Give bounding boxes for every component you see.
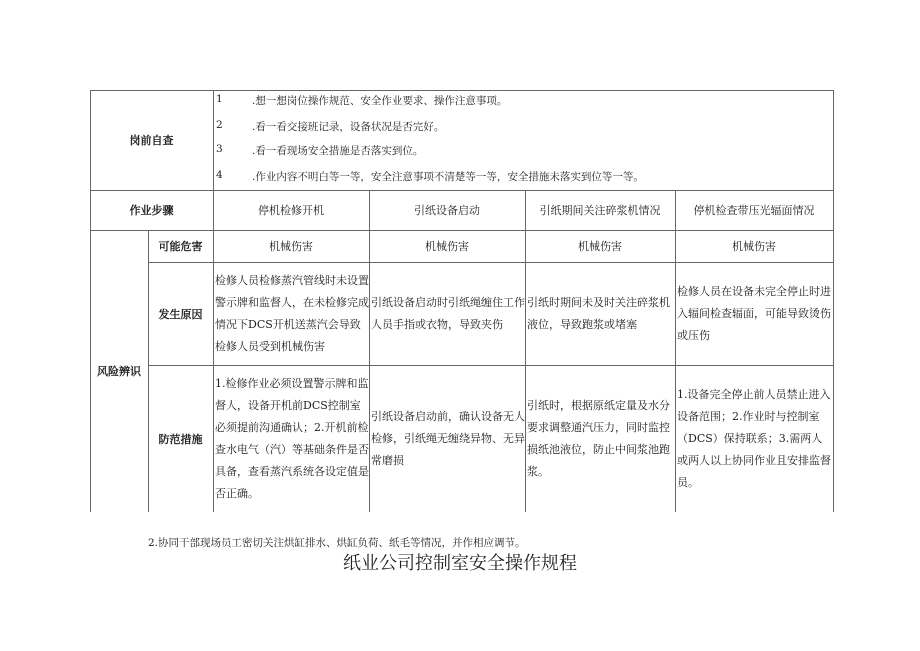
steps-label: 作业步骤 [129, 204, 174, 217]
item-number: 4 [216, 169, 223, 181]
step-cell: 停机检查带压光辐面情况 [693, 204, 815, 217]
hazard-cell: 机械伤害 [732, 240, 776, 253]
measures-cell: 1.设备完全停止前人员禁止进入设备范围；2.作业时与控制室（DCS）保持联系；3.需两人或两人以上协同作业且安排监督员。 [677, 387, 831, 489]
step-cell: 引纸设备启动 [414, 204, 480, 217]
hazard-label: 可能危害 [158, 240, 203, 253]
cause-cell: 检修人员在设备未完全停止时进入辐间检查辐面，可能导致烫伤或压伤 [677, 284, 831, 342]
cause-cell: 检修人员检修蒸汽管线时未设置警示牌和监督人，在未检修完成情况下DCS开机送蒸汽会导致检修人员受到机械伤害 [215, 273, 369, 353]
hazard-cell: 机械伤害 [425, 240, 469, 253]
measures-label: 防范措施 [158, 432, 203, 446]
footer-note: 2.协同干部现场员工密切关注烘缸排水、烘缸负荷、纸毛等情况，并作相应调节。 [148, 537, 526, 549]
item-number: 3 [216, 143, 223, 155]
cause-cell: 引纸时期间未及时关注碎浆机液位，导致跑浆或堵塞 [527, 295, 670, 331]
item-text: .看一看交接班记录，设备状况是否完好。 [252, 121, 445, 133]
cause-cell: 引纸设备启动时引纸绳缠住工作人员手指或衣物，导致夹伤 [371, 295, 525, 331]
document-title: 纸业公司控制室安全操作规程 [343, 553, 577, 574]
item-text: .作业内容不明白等一等，安全注意事项不清楚等一等，安全措施未落实到位等一等。 [252, 171, 644, 183]
step-cell: 引纸期间关注碎浆机情况 [539, 204, 661, 217]
hazard-cell: 机械伤害 [578, 240, 622, 253]
risk-label: 风险辨识 [97, 365, 141, 378]
measures-cell: 引纸设备启动前，确认设备无人检修，引纸绳无缠绕异物、无异常磨损 [371, 409, 525, 467]
table-border [833, 90, 834, 512]
measures-cell: 引纸时，根据原纸定量及水分要求调整通汽压力，同时监控损纸池液位，防止中间浆池跑浆。 [527, 398, 670, 478]
cause-label: 发生原因 [158, 307, 203, 321]
step-cell: 停机检修开机 [258, 204, 324, 217]
item-number: 1 [216, 93, 223, 105]
item-text: .看一看现场安全措施是否落实到位。 [252, 145, 424, 157]
item-number: 2 [216, 119, 223, 131]
self-check-label: 岗前自查 [129, 134, 174, 147]
item-text: .想一想岗位操作规范、安全作业要求、操作注意事项。 [252, 95, 508, 107]
measures-cell: 1.检修作业必须设置警示牌和监督人，设备开机前DCS控制室必须提前沟通确认；2.开机前检查水电气（汽）等基础条件是否具备，查看蒸汽系统各设定值是否正确。 [215, 376, 369, 500]
hazard-cell: 机械伤害 [269, 240, 313, 253]
